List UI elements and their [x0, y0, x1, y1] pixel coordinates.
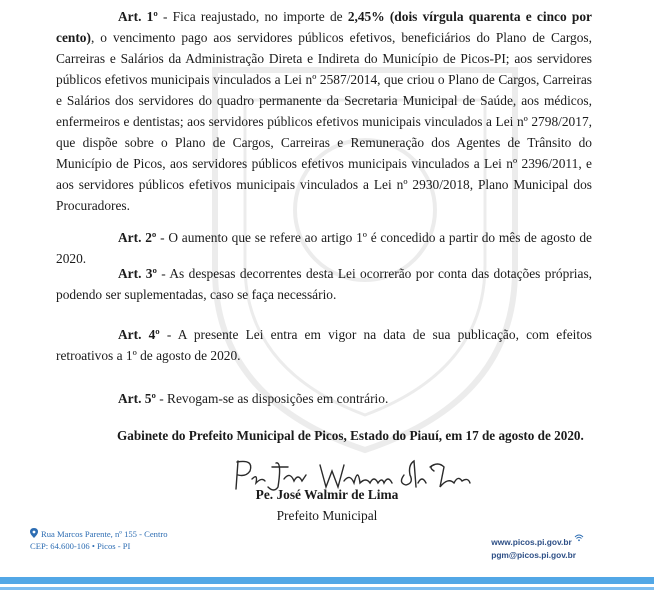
signer-name: Pe. José Walmir de Lima: [255, 487, 399, 502]
footer-website[interactable]: www.picos.pi.gov.br: [491, 537, 572, 547]
article-5-text: - Revogam-se as disposições em contrário.: [155, 391, 389, 406]
article-2-text: - O aumento que se refere ao artigo 1º é concedido a partir do mês de agosto de 2020.: [56, 230, 592, 266]
article-1: [56, 6, 592, 216]
closing-statement: Gabinete do Prefeito Municipal de Picos, Estado do Piauí, em 17 de agosto de 2020.: [117, 428, 584, 443]
article-4: [56, 324, 592, 366]
article-1-text-b: , o vencimento pago aos servidores públicos efetivos, beneficiários do Plano de Cargos, Carreiras e Salários da Administração Direta e Indireta do Município de Picos-PI; aos servidores públicos efetivos municipais vinculados a Lei nº 2587/2014, que criou o Plano de Cargos, Carreiras e Salários dos servidores do quadro permanente da Secretaria Municipal de Saúde, aos médicos, enfermeiros e dentistas; aos servidores públicos efetivos municipais vinculados a Lei nº 2798/2017, que dispõe sobre o Plano de Cargos, Carreiras e Remuneração dos Agentes de Trânsito do Município de Picos, aos servidores públicos efetivos municipais vinculados a Lei nº 2396/2011, e aos servidores públicos efetivos municipais vinculados a Lei nº 2930/2018, Plano Municipal dos Procuradores.: [56, 30, 592, 213]
footer-accent-bar: [0, 577, 654, 584]
article-2-label: Art. 2º: [118, 230, 157, 245]
article-1-bold-value: 2,45% (dois vírgula quarenta e cinco por cento): [56, 9, 592, 45]
article-4-text: - A presente Lei entra em vigor na data de sua publicação, com efeitos retroativos a 1º de agosto de 2020.: [56, 327, 592, 363]
location-pin-icon: [30, 528, 38, 538]
article-3: [56, 263, 592, 305]
article-3-label: Art. 3º: [118, 266, 157, 281]
signer-title: Prefeito Municipal: [276, 508, 378, 523]
footer-email[interactable]: pgm@picos.pi.gov.br: [491, 550, 576, 560]
article-4-label: Art. 4º: [118, 327, 160, 342]
article-5: [56, 388, 592, 409]
article-1-text-a: - Fica reajustado, no importe de: [157, 9, 348, 24]
article-5-label: Art. 5º: [118, 391, 156, 406]
footer-contact-block: [491, 536, 576, 562]
article-1-label: Art. 1º: [118, 9, 158, 24]
article-3-text: - As despesas decorrentes desta Lei ocorrerão por conta das dotações próprias, podendo ser suplementadas, caso se faça necessário.: [56, 266, 592, 302]
footer-cep: CEP: 64.600-106 • Picos - PI: [30, 541, 131, 551]
footer-address: Rua Marcos Parente, nº 155 - Centro: [41, 529, 168, 539]
footer-accent-bar-thin: [0, 587, 654, 590]
footer-address-block: [30, 528, 168, 552]
